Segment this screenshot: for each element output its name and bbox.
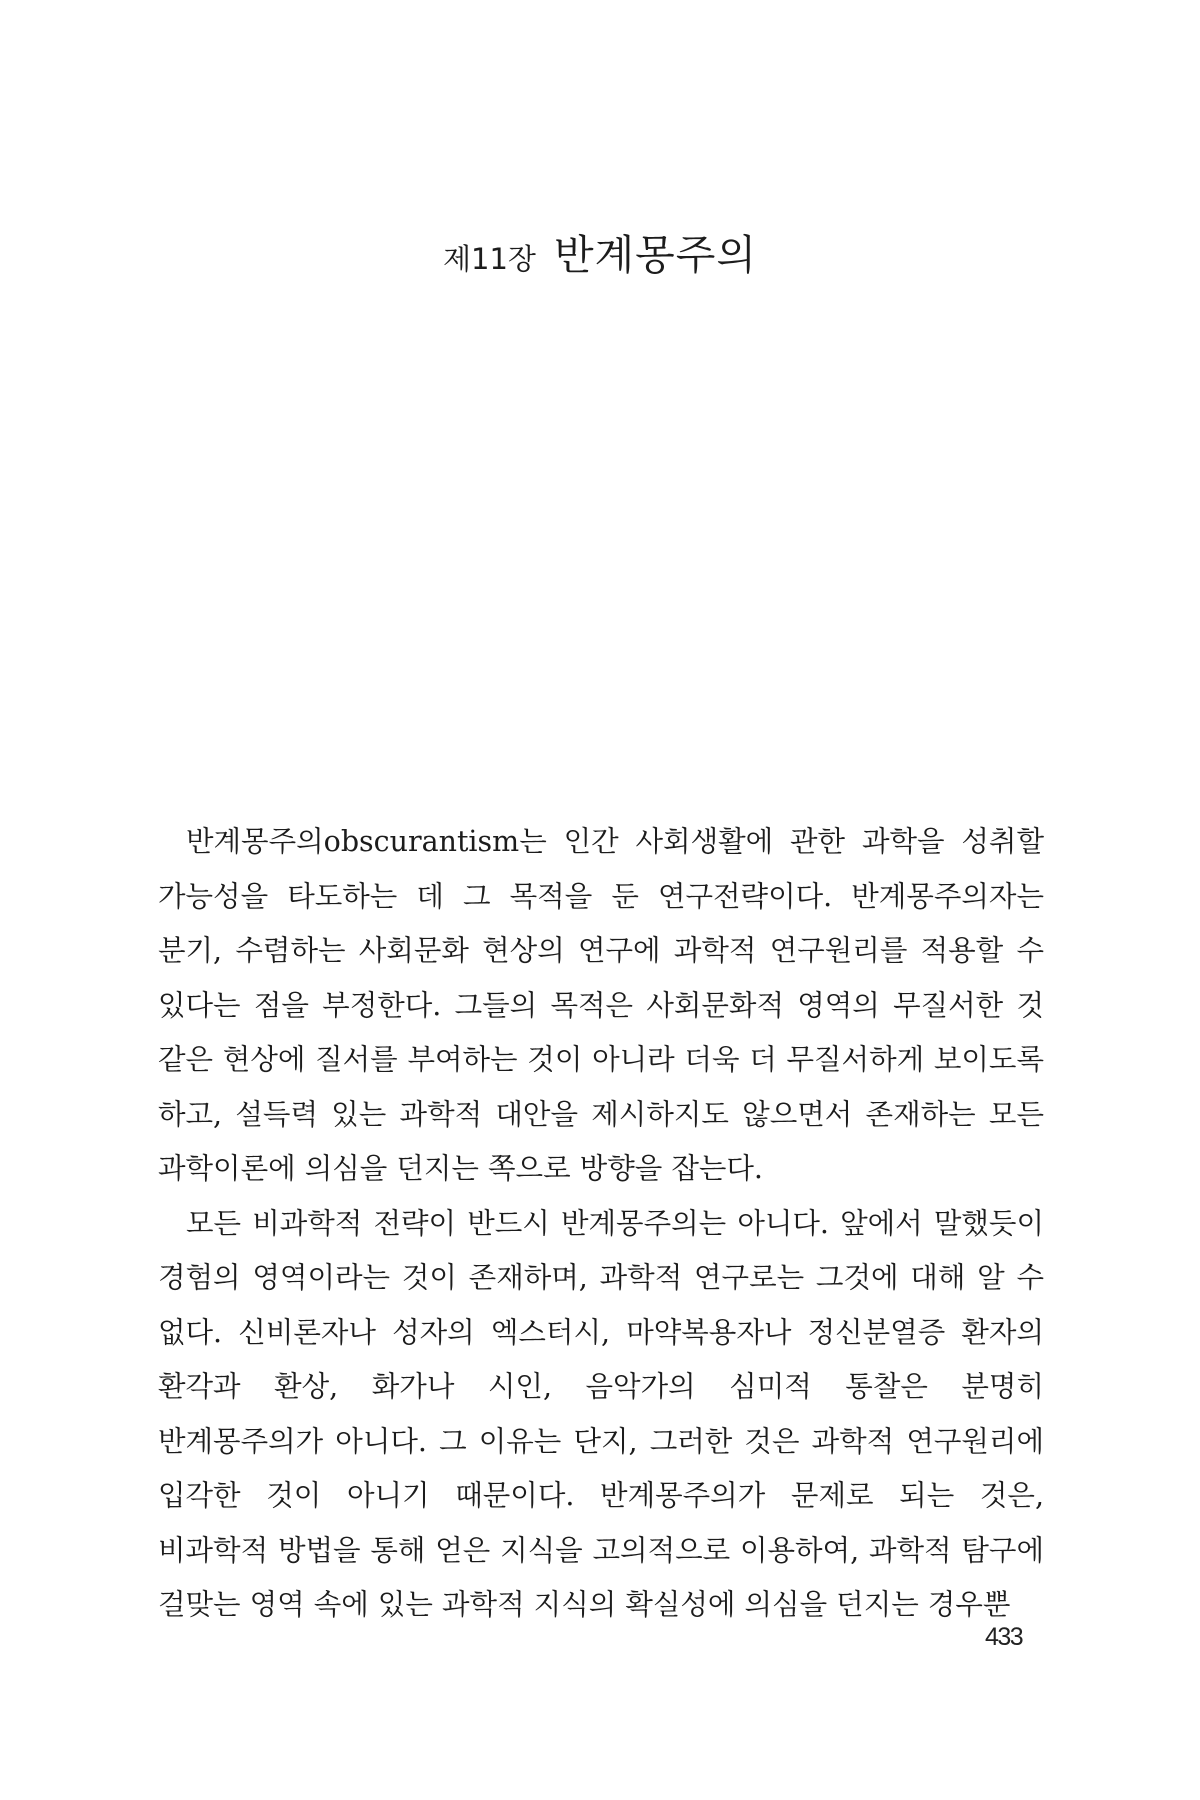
chapter-number: 제11장 [443,242,536,276]
page-number: 433 [985,1623,1023,1651]
body-text [158,815,1044,1633]
paragraph-1: 반계몽주의obscurantism는 인간 사회생활에 관한 과학을 성취할 가능성을 타도하는 데 그 목적을 둔 연구전략이다. 반계몽주의자는 분기, 수렴하는 사회문화 현상의 연구에 과학적 연구원리를 적용할 수 있다는 점을 부정한다. 그들의 목적은 사회문화적 영역의 무질서한 것 같은 현상에 질서를 부여하는 것이 아니라 더욱 더 무질서하게 보이도록 하고, 설득력 있는 과학적 대안을 제시하지도 않으면서 존재하는 모든 과학이론에 의심을 던지는 쪽으로 방향을 잡는다. [158,825,1044,1185]
paragraph-2: 모든 비과학적 전략이 반드시 반계몽주의는 아니다. 앞에서 말했듯이 경험의 영역이라는 것이 존재하며, 과학적 연구로는 그것에 대해 알 수 없다. 신비론자나 성자의 엑스터시, 마약복용자나 정신분열증 환자의 환각과 환상, 화가나 시인, 음악가의 심미적 통찰은 분명히 반계몽주의가 아니다. 그 이유는 단지, 그러한 것은 과학적 연구원리에 입각한 것이 아니기 때문이다. 반계몽주의가 문제로 되는 것은, 비과학적 방법을 통해 얻은 지식을 고의적으로 이용하여, 과학적 탐구에 걸맞는 영역 속에 있는 과학적 지식의 확실성에 의심을 던지는 경우뿐 [158,1206,1044,1621]
chapter-title: 반계몽주의 [553,231,757,279]
chapter-heading [0,222,1200,281]
